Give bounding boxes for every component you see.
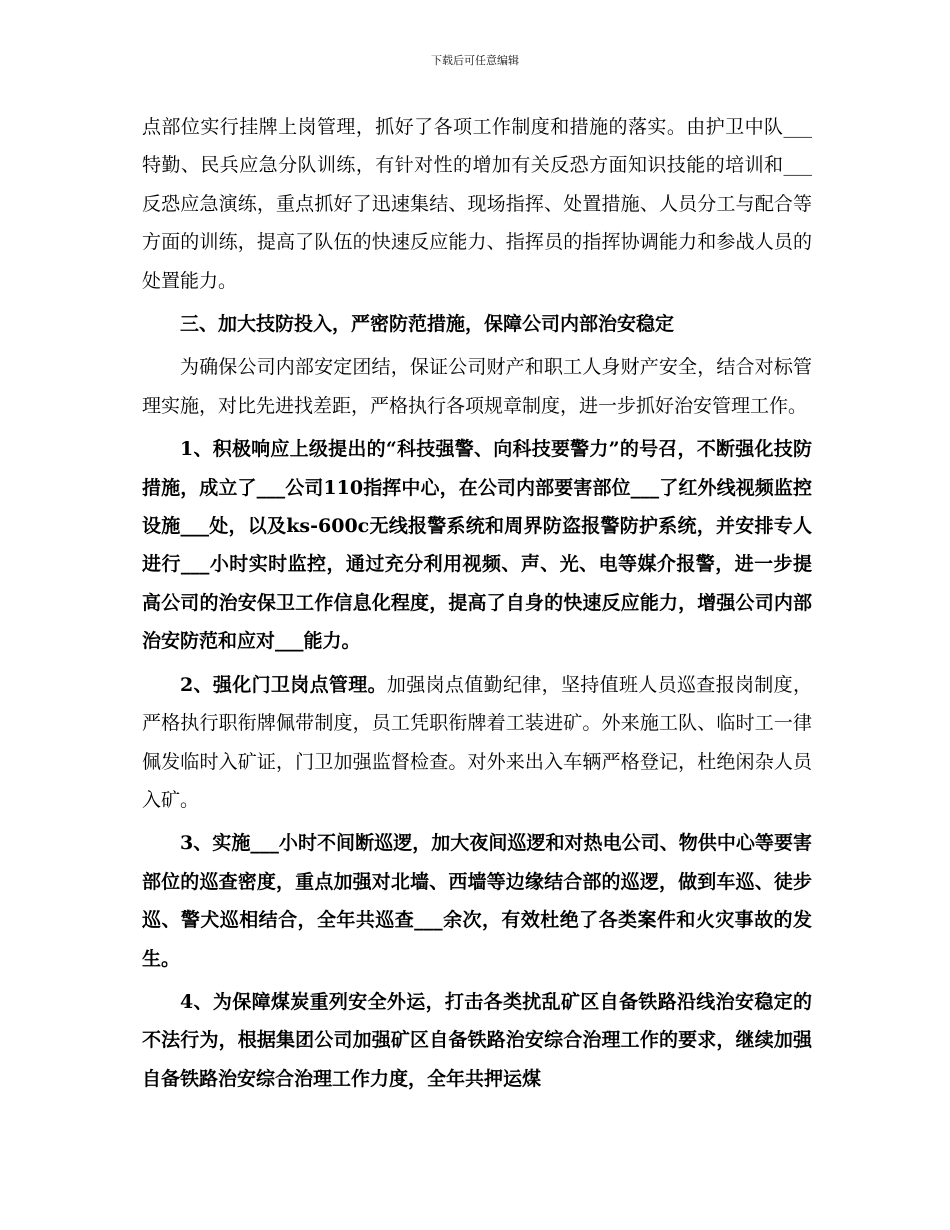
list-item-4: 4、为保障煤炭重列安全外运，打击各类扰乱矿区自备铁路沿线治安稳定的不法行为，根据集团公司加强矿区自备铁路治安综合治理工作的要求，继续加强自备铁路治安综合治理工作力度，全年共押运煤 (142, 990, 812, 1090)
list-item-3: 3、实施___小时不间断巡逻，加大夜间巡逻和对热电公司、物供中心等要害部位的巡查密度，重点加强对北墙、西墙等边缘结合部的巡逻，做到车巡、徒步巡、警犬巡相结合，全年共巡查___余次，有效杜绝了各类案件和火灾事故的发生。 (142, 832, 812, 970)
section-heading-3: 三、加大技防投入，严密防范措施，保障公司内部治安稳定 (180, 313, 675, 336)
paragraph-intro: 为确保公司内部安定团结，保证公司财产和职工人身财产安全，结合对标管理实施，对比先进找差距，严格执行各项规章制度，进一步抓好治安管理工作。 (142, 356, 812, 417)
list-item-2-lead: 2、强化门卫岗点管理。 (180, 673, 387, 696)
list-item-2-body: 加强岗点值勤纪律，坚持值班人员巡查报岗制度，严格执行职衔牌佩带制度，员工凭职衔牌着工装进矿。外来施工队、临时工一律佩发临时入矿证，门卫加强监督检查。对外来出入车辆严格登记，杜绝闲杂人员入矿。 (142, 673, 812, 811)
page-header: 下载后可任意编辑 (431, 54, 519, 67)
paragraph-continuation: 点部位实行挂牌上岗管理，抓好了各项工作制度和措施的落实。由护卫中队___特勤、民兵应急分队训练，有针对性的增加有关反恐方面知识技能的培训和___反恐应急演练，重点抓好了迅速集结、现场指挥、处置措施、人员分工与配合等方面的训练，提高了队伍的快速反应能力、指挥员的指挥协调能力和参战人员的处置能力。 (142, 116, 812, 292)
document-body (142, 108, 812, 1098)
list-item-2 (142, 666, 812, 820)
list-item-1: 1、积极响应上级提出的“科技强警、向科技要警力”的号召，不断强化技防措施，成立了___公司110指挥中心，在公司内部要害部位___了红外线视频监控设施___处，以及ks-600c无线报警系统和周界防盗报警防护系统，并安排专人进行___小时实时监控，通过充分利用视频、声、光、电等媒介报警，进一步提高公司的治安保卫工作信息化程度，提高了自身的快速反应能力，增强公司内部治安防范和应对___能力。 (142, 438, 812, 653)
